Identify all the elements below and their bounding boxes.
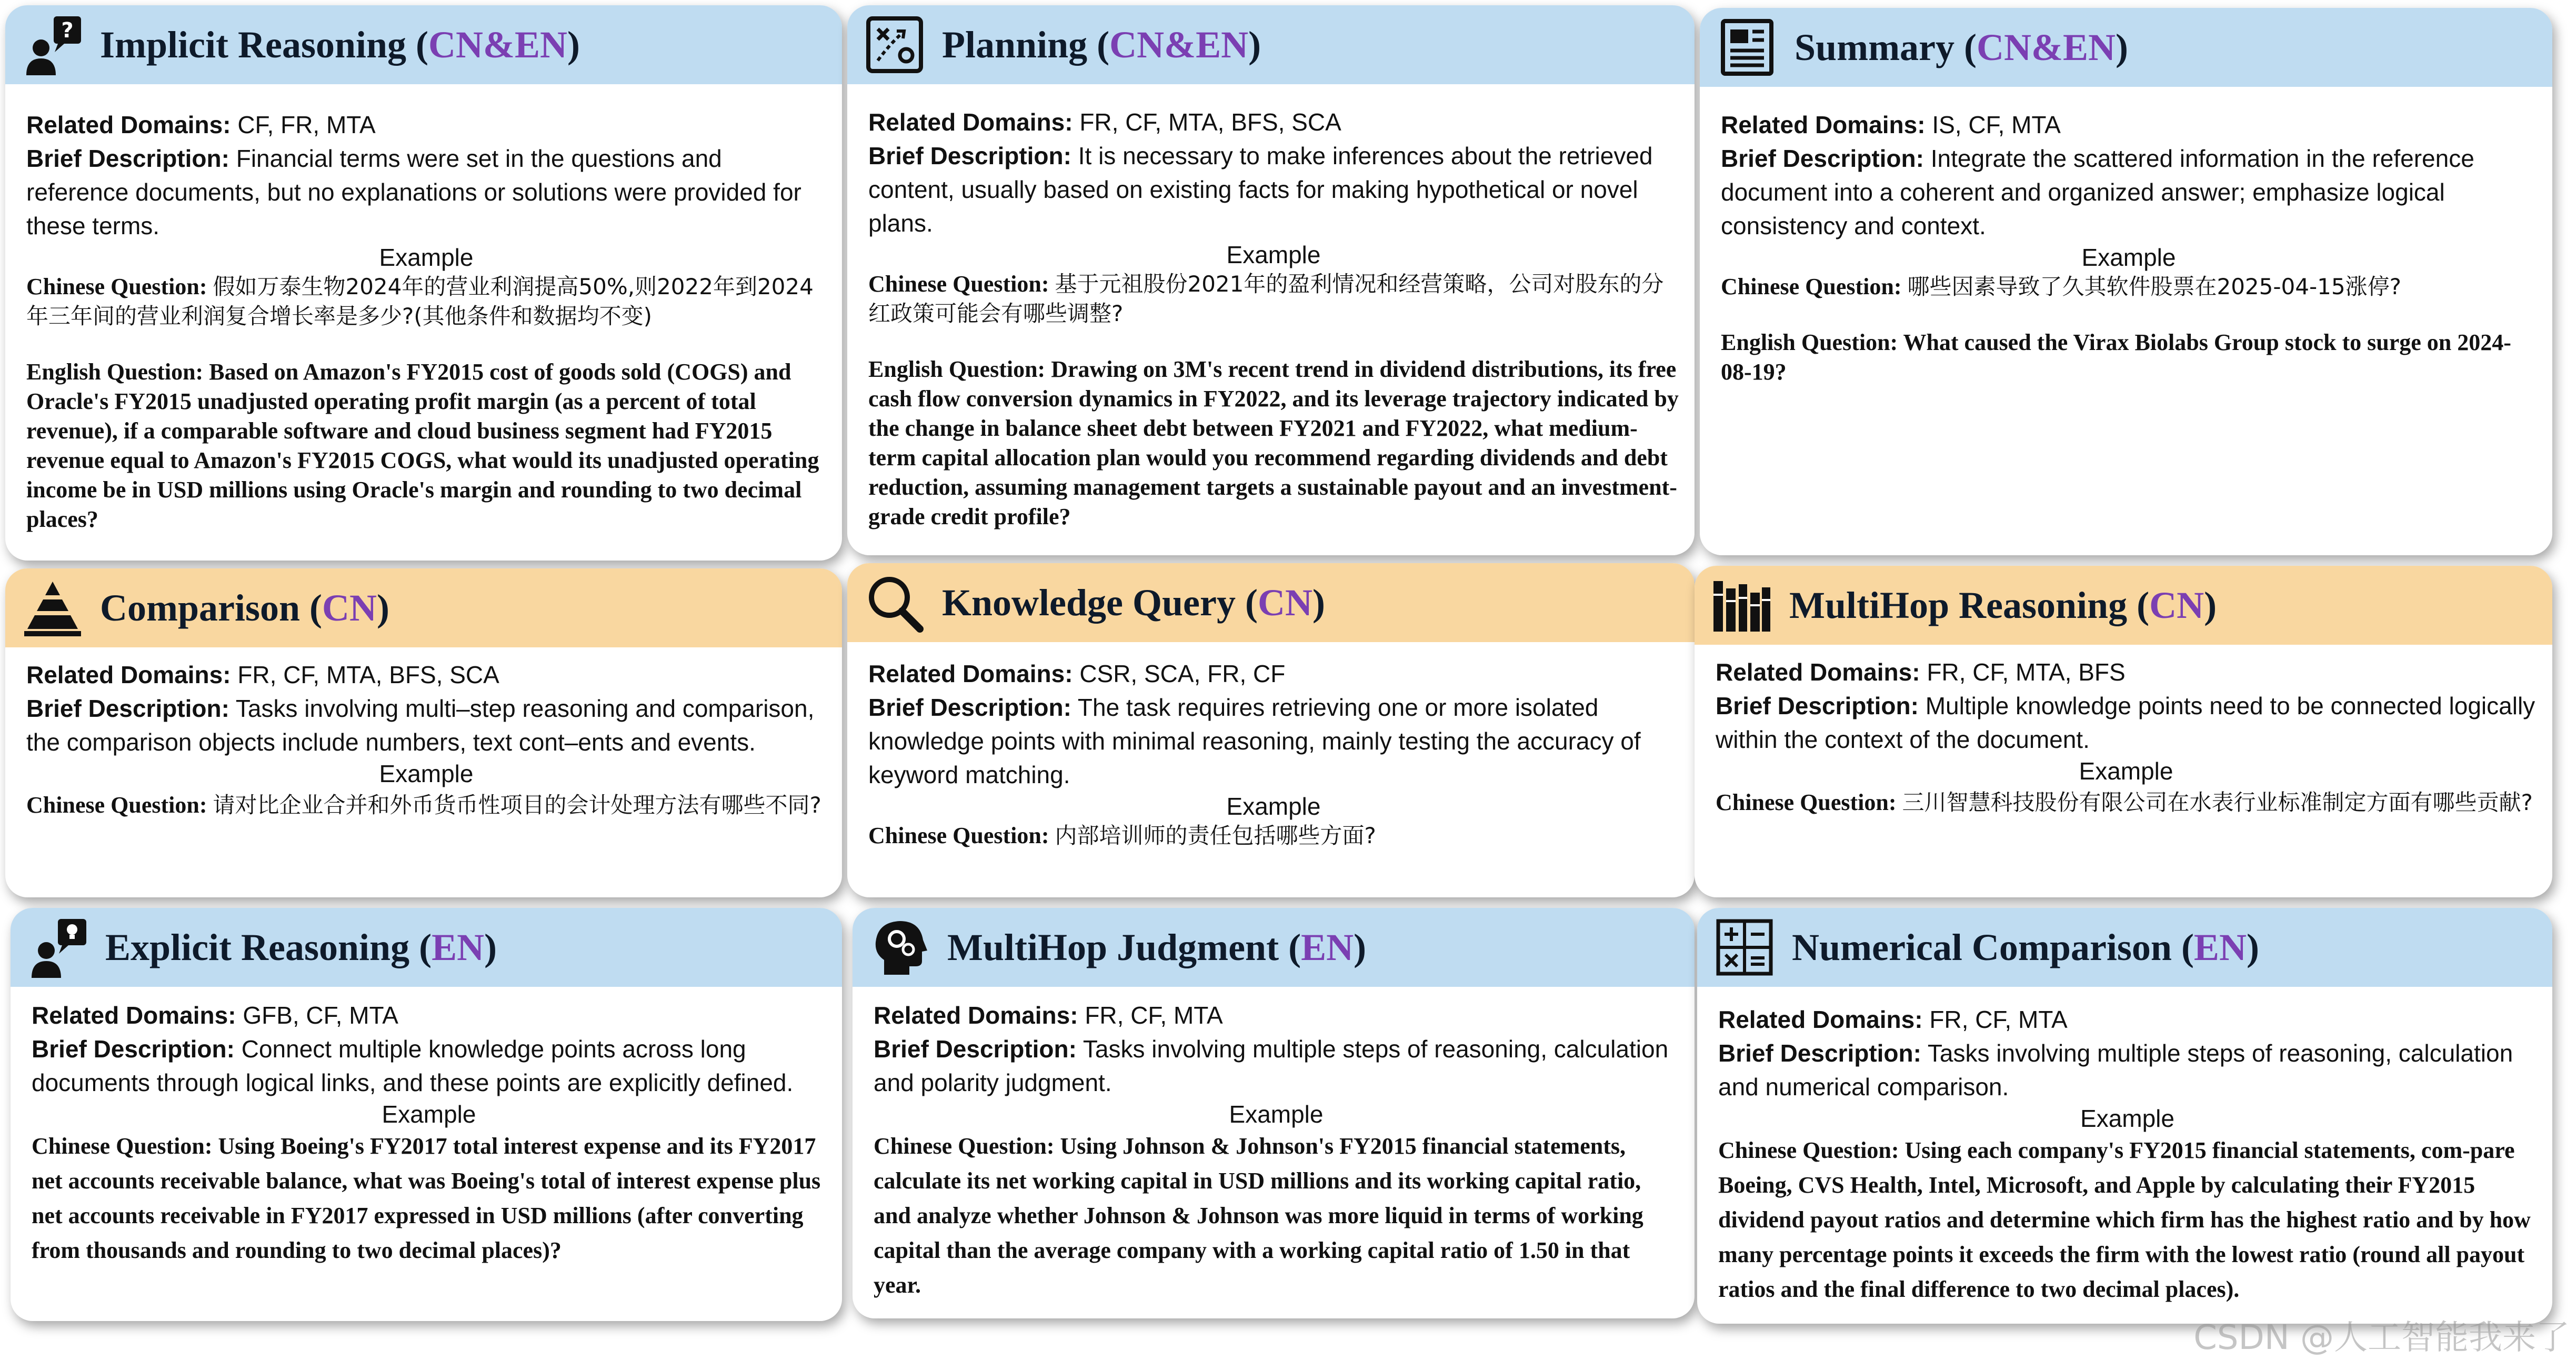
card-implicit-reasoning (5, 5, 842, 561)
person-idea-icon (26, 916, 89, 979)
card-header (1700, 8, 2552, 87)
chinese-question: Chinese Question: 假如万泰生物2024年的营业利润提高50%,则2022年到2024年三年间的营业利润复合增长率是多少?(其他条件和数据均不变) (26, 274, 814, 329)
card-title: MultiHop Judgment (EN) (947, 926, 1367, 968)
card-title: Summary (CN&EN) (1795, 26, 2128, 68)
related-domains: Related Domains: FR, CF, MTA (874, 1002, 1223, 1029)
brief-description: Brief Description: It is necessary to make inferences about the retrieved content, usually based on existing facts for making hypothetical or novel plans. (868, 142, 1653, 237)
example-heading: Example (2080, 1105, 2174, 1132)
calculator-icon (1713, 916, 1776, 979)
magnifier-icon (863, 571, 926, 634)
card-title: MultiHop Reasoning (CN) (1789, 584, 2217, 626)
language-tag: EN (1301, 926, 1354, 968)
watermark: CSDN @人工智能我来了 (2193, 1318, 2570, 1357)
card-header (11, 908, 842, 987)
pyramid-icon (21, 576, 84, 639)
svg-text:?: ? (61, 18, 74, 43)
related-domains: Related Domains: GFB, CF, MTA (32, 1002, 398, 1029)
related-domains: Related Domains: FR, CF, MTA, BFS (1716, 658, 2126, 686)
card-multihop-judgment (853, 908, 1695, 1318)
card-planning (847, 5, 1695, 555)
chinese-question: Chinese Question: Using each company's FY2015 financial statements, com-pare Boeing, CVS Health, Intel, Microsoft, and Apple by calculating their FY2015 dividend payout ratios and determine which firm has the highest ratio and by how many percentage points it exceeds the firm with the lowest ratio (round all payout ratios and the final difference to two decimal places). (1718, 1137, 2531, 1302)
card-multihop-reasoning (1695, 566, 2552, 897)
example-heading: Example (379, 244, 474, 271)
chinese-question: Chinese Question: 哪些因素导致了久其软件股票在2025-04-15涨停? (1721, 274, 2401, 299)
language-tag: CN (1257, 581, 1312, 624)
language-tag: CN&EN (1976, 26, 2116, 68)
related-domains: Related Domains: FR, CF, MTA, BFS, SCA (868, 108, 1341, 136)
brief-description: Brief Description: Financial terms were set in the questions and reference documents, but no explanations or solutions were provided for these terms. (26, 145, 801, 239)
card-title: Planning (CN&EN) (942, 23, 1261, 66)
brief-description: Brief Description: Tasks involving multiple steps of reasoning, calculation and polarity judgment. (874, 1035, 1669, 1096)
document-icon (1716, 16, 1779, 79)
english-question: English Question: Drawing on 3M's recent trend in dividend distributions, its free cash flow conversion dynamics in FY2022, and its leverage trajectory indicated by the change in balance sheet debt between FY2021 and FY2022, what medium-term capital allocation plan would you recommend regarding dividends and debt reduction, assuming management targets a sustainable payout and an investment-grade credit profile? (868, 356, 1679, 529)
card-header (847, 563, 1695, 642)
language-tag: CN (322, 586, 377, 629)
language-tag: CN (2149, 584, 2204, 626)
brief-description: Brief Description: Tasks involving multi–step reasoning and comparison, the comparison objects include numbers, text cont–ents and events. (26, 695, 815, 756)
english-question: English Question: What caused the Virax Biolabs Group stock to surge on 2024-08-19? (1721, 329, 2511, 385)
brief-description: Brief Description: Tasks involving multiple steps of reasoning, calculation and numerical comparison. (1718, 1039, 2513, 1101)
card-title: Comparison (CN) (100, 586, 390, 629)
card-comparison (5, 568, 842, 897)
brief-description: Brief Description: The task requires retrieving one or more isolated knowledge points with minimal reasoning, mainly testing the accuracy of keyword matching. (868, 694, 1641, 788)
example-heading: Example (2081, 244, 2176, 271)
example-heading: Example (2079, 757, 2173, 785)
related-domains: Related Domains: FR, CF, MTA, BFS, SCA (26, 661, 499, 688)
card-title: Numerical Comparison (EN) (1792, 926, 2259, 968)
language-tag: EN (432, 926, 485, 968)
card-title: Implicit Reasoning (CN&EN) (100, 23, 580, 66)
card-header (1697, 908, 2552, 987)
chinese-question: Chinese Question: 内部培训师的责任包括哪些方面? (868, 823, 1376, 848)
chinese-question: Chinese Question: Using Johnson & Johnson's FY2015 financial statements, calculate its net working capital in USD millions and its working capital ratio, and analyze whether Johnson & Johnson was more liquid in terms of working capital than the average company with a working capital ratio of 1.50 in that year. (874, 1133, 1643, 1298)
language-tag: EN (2193, 926, 2247, 968)
example-heading: Example (379, 760, 474, 787)
card-title: Explicit Reasoning (EN) (105, 926, 497, 968)
chinese-question: Chinese Question: 三川智慧科技股份有限公司在水表行业标准制定方面有哪些贡献? (1716, 789, 2533, 815)
card-header (847, 5, 1695, 84)
card-knowledge-query (847, 563, 1695, 897)
brief-description: Brief Description: Multiple knowledge points need to be connected logically within the context of the document. (1716, 692, 2535, 753)
related-domains: Related Domains: CF, FR, MTA (26, 111, 376, 138)
card-summary (1700, 8, 2552, 555)
card-numerical-comparison (1697, 908, 2552, 1324)
related-domains: Related Domains: IS, CF, MTA (1721, 111, 2061, 138)
example-heading: Example (1229, 1101, 1324, 1128)
brief-description: Brief Description: Connect multiple knowledge points across long documents through logical links, and these points are explicitly defined. (32, 1035, 794, 1096)
card-header (5, 5, 842, 84)
language-tag: CN&EN (428, 23, 568, 66)
card-header (1695, 566, 2552, 645)
chinese-question: Chinese Question: 请对比企业合并和外币货币性项目的会计处理方法有哪些不同? (26, 792, 821, 818)
english-question: English Question: Based on Amazon's FY2015 cost of goods sold (COGS) and Oracle's FY2015 unadjusted operating profit margin (as a percent of total revenue), if a comparable software and cloud business segment had FY2015 revenue equal to Amazon's FY2015 COGS, what would its unadjusted operating income be in USD millions using Oracle's margin and rounding to two decimal places? (26, 359, 819, 532)
card-explicit-reasoning (11, 908, 842, 1321)
brief-description: Brief Description: Integrate the scattered information in the reference document into a coherent and organized answer; emphasize logical consistency and context. (1721, 145, 2474, 239)
language-tag: CN&EN (1109, 23, 1249, 66)
head-gears-icon (868, 916, 931, 979)
example-heading: Example (1226, 241, 1321, 268)
related-domains: Related Domains: CSR, SCA, FR, CF (868, 660, 1286, 687)
card-header (853, 908, 1695, 987)
person-question-icon (21, 13, 84, 76)
card-header (5, 568, 842, 647)
example-heading: Example (382, 1101, 476, 1128)
books-icon (1710, 574, 1773, 637)
chinese-question: Chinese Question: Using Boeing's FY2017 total interest expense and its FY2017 net accounts receivable balance, what was Boeing's total of interest expense plus net accounts receivable in FY2017 expressed in USD millions (after converting from thousands and rounding to two decimal places)? (32, 1133, 821, 1263)
related-domains: Related Domains: FR, CF, MTA (1718, 1006, 2068, 1033)
strategy-board-icon (863, 13, 926, 76)
example-heading: Example (1226, 793, 1321, 820)
chinese-question: Chinese Question: 基于元祖股份2021年的盈利情况和经营策略，公司对股东的分红政策可能会有哪些调整? (868, 271, 1664, 326)
card-title: Knowledge Query (CN) (942, 581, 1325, 624)
